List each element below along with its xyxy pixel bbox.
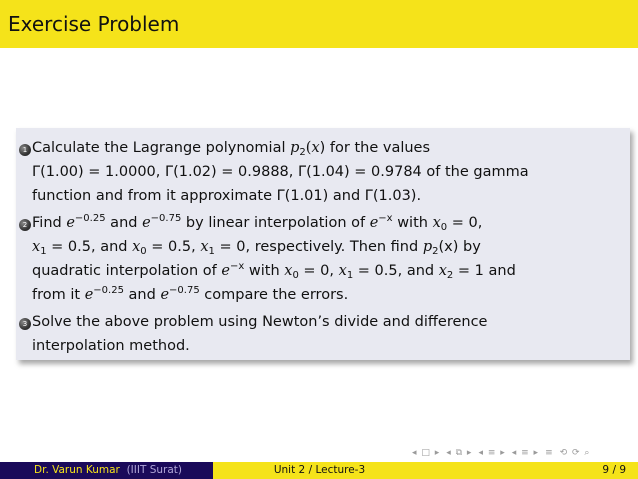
item-2-line-2: $x_1 = 0.5$, and $x_0 = 0.5$, $x_1 = 0$, respectively. Then find $p_2(x)$ by [32,239,481,257]
item-number-badge: 1 [19,144,31,156]
exercise-item-1 [22,136,632,208]
nav-subsection-icon[interactable]: ◂ ⧉ ▸ [446,448,473,458]
nav-search-icon[interactable]: ⟲ ⟳ ⌕ [559,448,591,458]
item-number-badge: 2 [19,219,31,231]
nav-document-icon[interactable]: ◂ ≡ ▸ [511,448,540,458]
item-2-line-3: quadratic interpolation of $e^{-x}$ with $x_0 = 0$, $x_1 = 0.5$, and $x_2 = 1$ and [32,261,516,281]
exercise-item-3 [22,310,632,358]
item-3-line-1: Solve the above problem using Newton’s divide and difference [32,314,488,330]
item-1-line-2: Γ(1.00) = 1.0000, Γ(1.02) = 0.9888, Γ(1.04) = 0.9784 of the gamma [32,164,529,180]
item-number-badge: 3 [19,318,31,330]
footer-author: Dr. Varun Kumar (IIIT Surat) [0,462,213,479]
slide-footer [0,462,638,479]
footer-lecture: Unit 2 / Lecture-3 [213,462,426,479]
item-3-line-2: interpolation method. [32,338,190,354]
slide-title: Exercise Problem [8,12,180,36]
exercise-item-2 [22,211,632,307]
nav-section-icon[interactable]: ◂ ≡ ▸ [478,448,506,458]
footer-page-number: 9 / 9 [426,462,638,479]
beamer-navigation [412,446,590,460]
nav-menu-icon[interactable]: ≡ [545,448,554,458]
item-1-line-3: function and from it approximate Γ(1.01) and Γ(1.03). [32,188,422,204]
slide-title-bar [0,0,638,48]
nav-frame-icon[interactable]: ◂ □ ▸ [412,448,441,458]
item-2-line-1: Find $e^{-0.25}$ and $e^{-0.75}$ by linear interpolation of $e^{-x}$ with $x_0 = 0$, [32,213,483,233]
exercise-block [16,128,630,360]
item-2-line-4: from it $e^{-0.25}$ and $e^{-0.75}$ compare the errors. [32,285,349,303]
item-1-line-1: Calculate the Lagrange polynomial $p_2(x)$ for the values [32,140,431,158]
